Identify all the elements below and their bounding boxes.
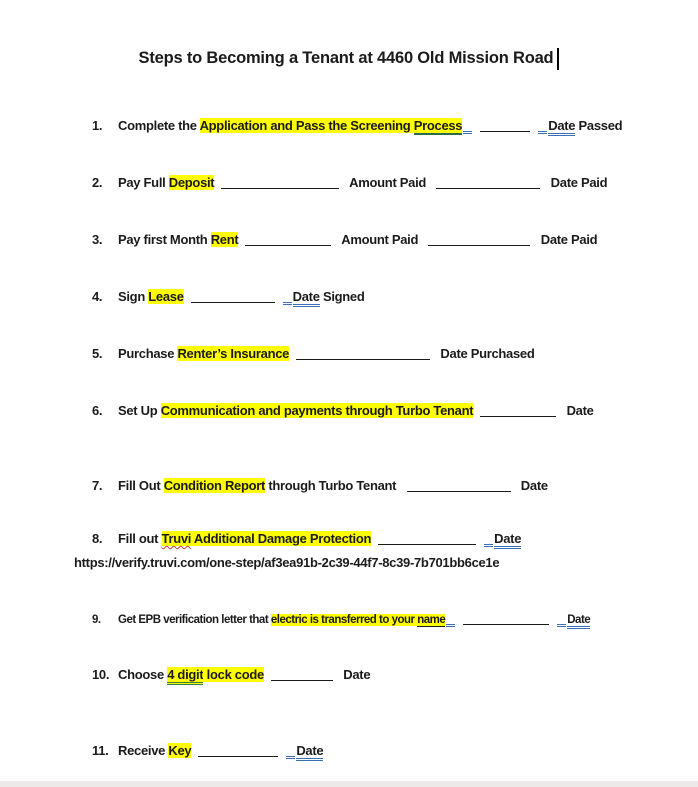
- grammar-mark: [446, 614, 455, 627]
- blank-line: [463, 612, 549, 625]
- highlighted-text: Lease: [148, 289, 184, 304]
- date-label: Date: [567, 614, 590, 629]
- item-number: 8.: [92, 531, 103, 546]
- grammar-mark: [557, 614, 566, 627]
- blank-line: [378, 532, 476, 545]
- list-item: [92, 231, 688, 248]
- highlighted-text: Condition Report: [163, 478, 266, 493]
- list-item: [92, 666, 688, 683]
- text-segment: Pay Full: [118, 175, 169, 190]
- list-item: [92, 117, 688, 134]
- item-number: 5.: [92, 346, 103, 361]
- list-item: [74, 530, 688, 571]
- highlighted-text: Rent: [210, 232, 239, 247]
- blank-line: [221, 176, 339, 189]
- grammar-mark: [283, 292, 292, 305]
- text-segment: Pay first Month: [118, 232, 211, 247]
- blank-line: [436, 176, 540, 189]
- text-segment: Passed: [575, 118, 623, 133]
- grammar-mark: [484, 534, 493, 547]
- highlighted-text: Truvi: [161, 531, 192, 546]
- verification-url-text: https://verify.truvi.com/one-step/af3ea91b-2c39-44f7-8c39-7b701bb6ce1e: [74, 555, 500, 570]
- blank-line: [428, 233, 530, 246]
- date-label: Date: [293, 289, 320, 307]
- highlighted-text: electric is transferred to your: [270, 614, 418, 626]
- highlighted-text: Key: [168, 743, 192, 758]
- date-label: Date: [548, 118, 575, 136]
- document-title-row: [0, 46, 698, 70]
- text-segment: Date Paid: [537, 232, 598, 247]
- text-segment: Set Up: [118, 403, 161, 418]
- item-number: 10.: [92, 667, 110, 682]
- list-item: [92, 742, 688, 759]
- item-number: 11.: [92, 743, 109, 758]
- text-segment: Date: [563, 403, 594, 418]
- blank-line: [191, 290, 275, 303]
- highlighted-text: Renter’s Insurance: [177, 346, 290, 361]
- text-segment: Fill Out: [118, 478, 164, 493]
- list-item: [92, 610, 688, 629]
- date-label: Date: [296, 743, 323, 761]
- text-segment: Choose: [118, 667, 168, 682]
- text-segment: Amount Paid: [346, 175, 430, 190]
- item-number: 3.: [92, 232, 103, 247]
- page-title: Steps to Becoming a Tenant at 4460 Old Mission Road: [138, 49, 554, 67]
- blank-line: [480, 119, 530, 132]
- highlighted-text: Communication and payments through Turbo Tenant: [160, 403, 474, 418]
- text-segment: Date Paid: [547, 175, 608, 190]
- text-segment: Date: [517, 478, 548, 493]
- item-number: 2.: [92, 175, 103, 190]
- grammar-mark: [463, 121, 472, 134]
- highlighted-text: Application and Pass the Screening: [199, 118, 414, 133]
- text-segment: Date Purchased: [437, 346, 535, 361]
- blank-line: [407, 479, 511, 492]
- page-bottom-edge: [0, 781, 698, 787]
- item-number: 4.: [92, 289, 103, 304]
- list-item: [92, 174, 688, 191]
- highlighted-text: Process: [413, 118, 463, 133]
- text-segment: Complete the: [118, 118, 200, 133]
- text-segment: Get EPB verification letter that: [118, 614, 271, 626]
- text-segment: Signed: [319, 289, 365, 304]
- highlighted-text: lock code: [203, 667, 264, 682]
- text-segment: Purchase: [118, 346, 178, 361]
- text-segment: Sign: [118, 289, 149, 304]
- blank-line: [198, 744, 278, 757]
- text-segment: Receive: [118, 743, 169, 758]
- highlighted-text: 4 digit: [167, 667, 203, 685]
- grammar-mark: [286, 746, 295, 759]
- highlighted-text: Additional Damage Protection: [191, 531, 372, 546]
- item-number: 9.: [92, 614, 101, 626]
- blank-line: [296, 347, 430, 360]
- text-segment: through Turbo Tenant: [265, 478, 400, 493]
- text-cursor: [557, 48, 559, 70]
- highlighted-text: name: [417, 614, 446, 626]
- text-segment: Amount Paid: [338, 232, 422, 247]
- text-segment: Date: [339, 667, 371, 682]
- text-segment: Fill out: [118, 531, 162, 546]
- item-number: 1.: [92, 118, 103, 133]
- item-number: 7.: [92, 478, 103, 493]
- list-item: [92, 345, 688, 362]
- list-item: [92, 477, 688, 494]
- date-label: Date: [494, 531, 521, 549]
- highlighted-text: Deposit: [168, 175, 215, 190]
- list-item: [92, 288, 688, 305]
- item-number: 6.: [92, 403, 103, 418]
- blank-line: [245, 233, 331, 246]
- blank-line: [271, 668, 333, 681]
- list-item: [92, 402, 688, 419]
- blank-line: [480, 404, 556, 417]
- grammar-mark: [538, 121, 547, 134]
